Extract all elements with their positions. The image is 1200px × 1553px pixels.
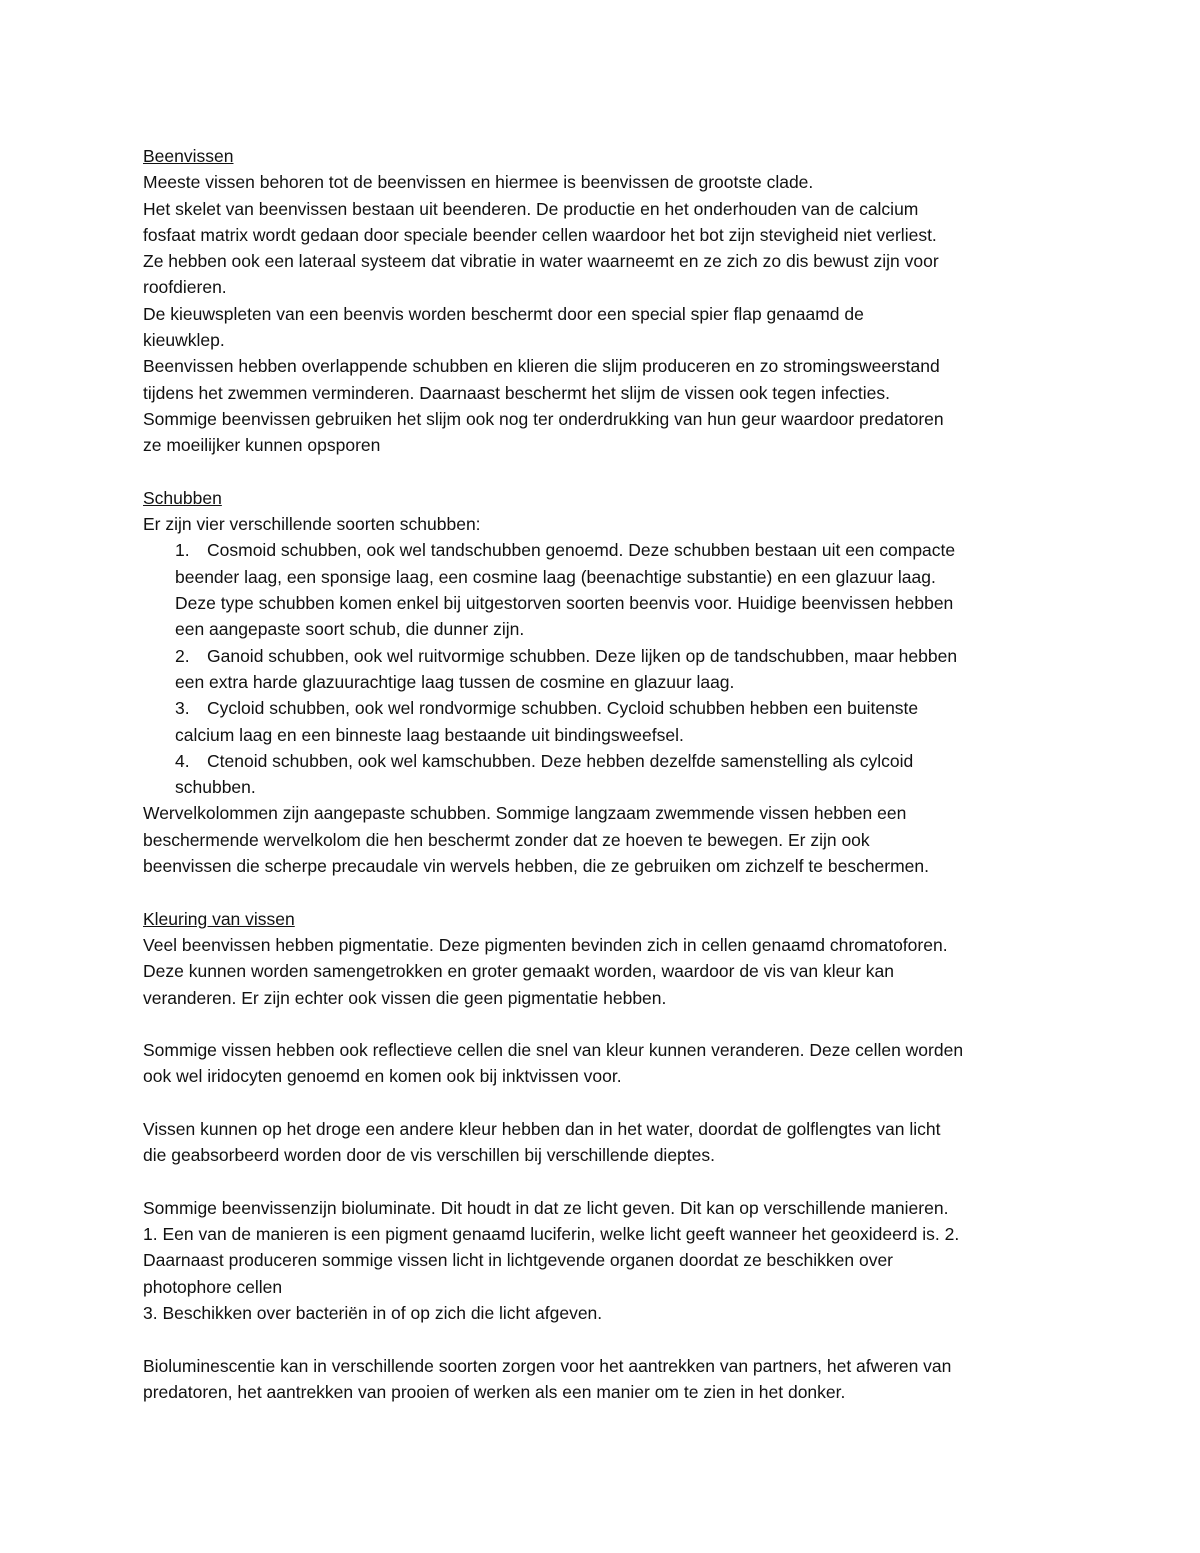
paragraph-gap [143,1090,1073,1116]
paragraph-line: Meeste vissen behoren tot de beenvissen en hiermee is beenvissen de grootste clade. [143,172,814,193]
paragraph-line: roofdieren. [143,277,227,298]
list-item-continuation [175,564,1073,643]
document-body [143,143,1073,1405]
list-item-number: 2. [175,645,190,666]
list-item-line: een extra harde glazuurachtige laag tussen de cosmine en glazuur laag. [175,671,735,692]
paragraph-line: Veel beenvissen hebben pigmentatie. Deze pigmenten bevinden zich in cellen genaamd chromatoforen. [143,934,948,955]
section-heading: Kleuring van vissen [143,908,295,929]
list-item-line: een aangepaste soort schub, die dunner zijn. [175,619,525,640]
list-item-line: calcium laag en een binneste laag bestaande uit bindingsweefsel. [175,724,684,745]
paragraph-line: Het skelet van beenvissen bestaan uit beenderen. De productie en het onderhouden van de calcium [143,198,919,219]
paragraph-line: Sommige beenvissen gebruiken het slijm ook nog ter onderdrukking van hun geur waardoor predatoren [143,408,944,429]
paragraph-line: Deze kunnen worden samengetrokken en groter gemaakt worden, waardoor de vis van kleur kan [143,961,894,982]
paragraph-line: photophore cellen [143,1276,283,1297]
paragraph-line: predatoren, het aantrekken van prooien of werken als een manier om te zien in het donker. [143,1381,846,1402]
paragraph-line: tijdens het zwemmen verminderen. Daarnaast beschermt het slijm de vissen ook tegen infecties. [143,382,891,403]
list-item-number: 1. [175,540,190,561]
paragraph-gap [143,1169,1073,1195]
list-item-line: Cosmoid schubben, ook wel tandschubben genoemd. Deze schubben bestaan uit een compacte [207,540,956,561]
paragraph-line: kieuwklep. [143,330,225,351]
paragraph [143,932,1073,1011]
paragraph-line: fosfaat matrix wordt gedaan door speciale beender cellen waardoor het bot zijn stevigheid niet verliest. [143,224,937,245]
section-heading: Schubben [143,487,222,508]
list-item-line: beender laag, een sponsige laag, een cosmine laag (beenachtige substantie) en een glazuur laag. [175,566,936,587]
list-item [175,537,1073,563]
paragraph-line: 3. Beschikken over bacteriën in of op zich die licht afgeven. [143,1303,603,1324]
paragraph-line: Beenvissen hebben overlappende schubben en klieren die slijm produceren en zo stromingsweerstand [143,356,940,377]
list-item-number: 3. [175,698,190,719]
paragraph-line: Vissen kunnen op het droge een andere kleur hebben dan in het water, doordat de golflengtes van licht [143,1118,941,1139]
paragraph-line: ze moeilijker kunnen opsporen [143,435,381,456]
paragraph-line: De kieuwspleten van een beenvis worden beschermt door een special spier flap genaamd de [143,303,864,324]
numbered-list [175,748,1073,774]
paragraph-gap [143,879,1073,905]
list-item-line: Ctenoid schubben, ook wel kamschubben. Deze hebben dezelfde samenstelling als cylcoid [207,750,914,771]
section-kleuring [143,906,1073,1406]
numbered-list [175,537,1073,563]
list-item-continuation [175,722,1073,748]
paragraph-gap [143,459,1073,485]
list-item-line: schubben. [175,777,256,798]
paragraph [143,1353,1073,1406]
paragraph-line: ook wel iridocyten genoemd en komen ook bij inktvissen voor. [143,1066,622,1087]
paragraph-line: Bioluminescentie kan in verschillende soorten zorgen voor het aantrekken van partners, het afweren van [143,1355,952,1376]
paragraph-line: 1. Een van de manieren is een pigment genaamd luciferin, welke licht geeft wanneer het geoxideerd is. 2. [143,1224,960,1245]
paragraph [143,1037,1073,1090]
list-item-continuation [175,774,1073,800]
paragraph-line: Sommige vissen hebben ook reflectieve cellen die snel van kleur kunnen veranderen. Deze cellen worden [143,1040,964,1061]
paragraph-line: beenvissen die scherpe precaudale vin wervels hebben, die ze gebruiken om zichzelf te beschermen. [143,856,930,877]
paragraph-line: Daarnaast produceren sommige vissen licht in lichtgevende organen doordat ze beschikken over [143,1250,894,1271]
paragraph-line: die geabsorbeerd worden door de vis verschillen bij verschillende dieptes. [143,1145,715,1166]
list-item [175,643,1073,669]
numbered-list [175,643,1073,669]
paragraph-line: beschermende wervelkolom die hen beschermt zonder dat ze hoeven te bewegen. Er zijn ook [143,829,870,850]
section-heading: Beenvissen [143,146,234,166]
section-schubben [143,485,1073,879]
paragraph-gap [143,1011,1073,1037]
paragraph [143,1195,1073,1326]
paragraph-line: Ze hebben ook een lateraal systeem dat vibratie in water waarneemt en ze zich zo dis bewust zijn voor [143,251,939,272]
paragraph [143,1116,1073,1169]
paragraph-line: Sommige beenvissenzijn bioluminate. Dit houdt in dat ze licht geven. Dit kan op verschillende manieren. [143,1197,949,1218]
section-beenvissen [143,143,1073,459]
list-item-line: Deze type schubben komen enkel bij uitgestorven soorten beenvis voor. Huidige beenvissen hebben [175,593,954,614]
list-item [175,695,1073,721]
paragraph-line: veranderen. Er zijn echter ook vissen die geen pigmentatie hebben. [143,987,667,1008]
paragraph-line: Er zijn vier verschillende soorten schubben: [143,514,481,535]
list-item-continuation [175,669,1073,695]
list-item-line: Ganoid schubben, ook wel ruitvormige schubben. Deze lijken op de tandschubben, maar hebben [207,645,958,666]
list-item-line: Cycloid schubben, ook wel rondvormige schubben. Cycloid schubben hebben een buitenste [207,698,919,719]
numbered-list [175,695,1073,721]
list-item-number: 4. [175,750,190,771]
paragraph-line: Wervelkolommen zijn aangepaste schubben. Sommige langzaam zwemmende vissen hebben een [143,803,907,824]
paragraph-gap [143,1326,1073,1352]
list-item [175,748,1073,774]
